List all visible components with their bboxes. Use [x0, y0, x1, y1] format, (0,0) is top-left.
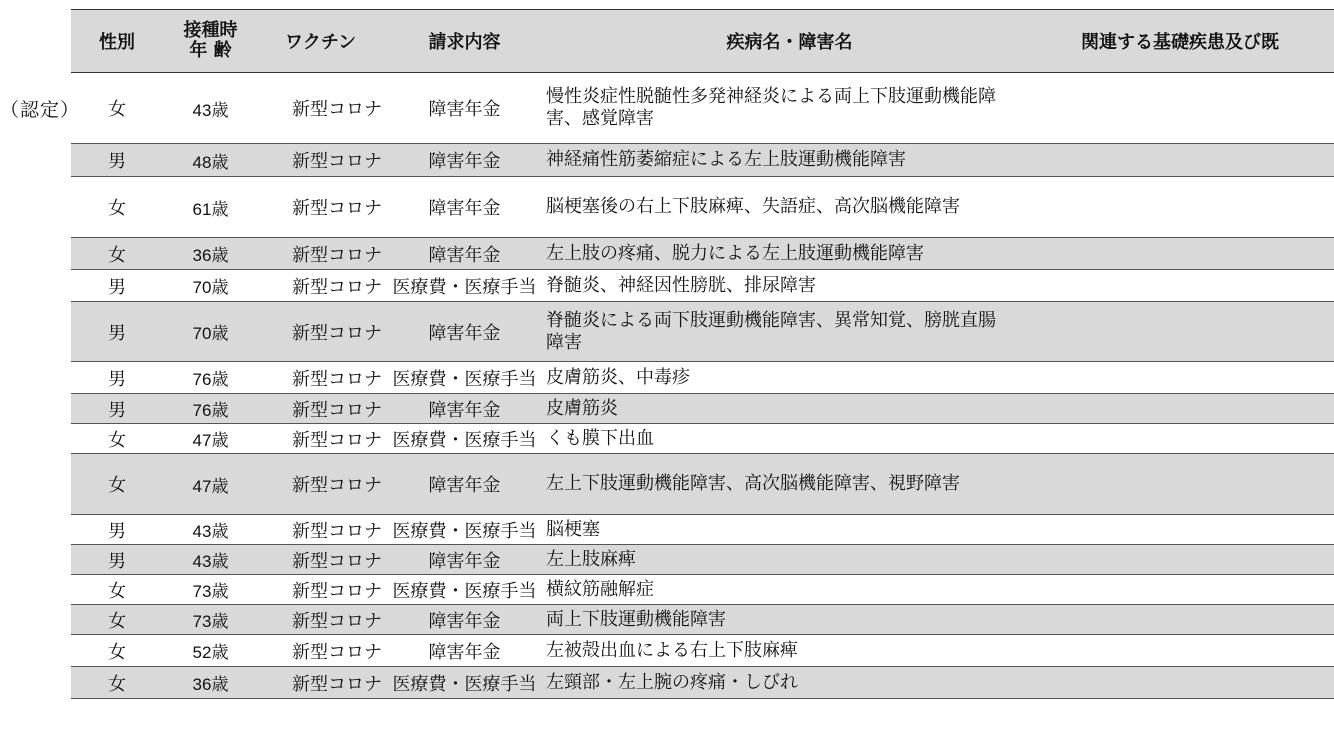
cell-vaccine: 新型コロナ: [258, 394, 383, 424]
cell-claim: 障害年金: [383, 238, 546, 270]
certified-label: （認定）: [0, 99, 81, 121]
cell-sex: 女: [71, 73, 163, 144]
cell-sex: 女: [71, 238, 163, 270]
cell-sex: 男: [71, 302, 163, 362]
cell-related-conditions: [1033, 302, 1334, 362]
cell-disease: [546, 302, 1033, 362]
table-row: [71, 362, 1334, 394]
header-age-line1: 接種時: [183, 20, 238, 41]
cell-claim: 障害年金: [383, 394, 546, 424]
cell-related-conditions: [1033, 545, 1334, 575]
cell-disease: [546, 270, 1033, 302]
cell-age: 52歳: [163, 635, 258, 667]
table-body: [71, 73, 1334, 699]
cell-sex: 女: [71, 667, 163, 699]
cell-age: 43歳: [163, 515, 258, 545]
cell-related-conditions: [1033, 394, 1334, 424]
cell-claim: 障害年金: [383, 177, 546, 238]
cell-vaccine: 新型コロナ: [258, 177, 383, 238]
disease-text: 左被殻出血による右上下肢麻痺: [546, 639, 798, 661]
cell-disease: [546, 144, 1033, 177]
cell-age: 76歳: [163, 362, 258, 394]
cell-age: 70歳: [163, 270, 258, 302]
cell-age: 36歳: [163, 238, 258, 270]
header-sex: 性別: [71, 10, 163, 73]
cell-disease: [546, 667, 1033, 699]
disease-text: 左上下肢運動機能障害、高次脳機能障害、視野障害: [546, 473, 960, 494]
disease-text: 左上肢麻痺: [546, 548, 636, 570]
cell-related-conditions: [1033, 73, 1334, 144]
cell-sex: 女: [71, 424, 163, 454]
disease-text: 皮膚筋炎: [546, 397, 618, 419]
disease-text: くも膜下出血: [546, 427, 654, 449]
table-header: [71, 10, 1334, 73]
cell-claim: 障害年金: [383, 144, 546, 177]
cell-claim: 医療費・医療手当: [383, 270, 546, 302]
table-row: [71, 575, 1334, 605]
header-age-line2: 年 齢: [189, 40, 232, 61]
cell-claim: 医療費・医療手当: [383, 515, 546, 545]
cell-vaccine: 新型コロナ: [258, 575, 383, 605]
header-row: [71, 10, 1334, 73]
cell-disease: [546, 545, 1033, 575]
cell-sex: 女: [71, 635, 163, 667]
cell-sex: 女: [71, 575, 163, 605]
cell-related-conditions: [1033, 575, 1334, 605]
disease-text: 脳梗塞: [546, 518, 600, 540]
cell-disease: [546, 635, 1033, 667]
cell-disease: [546, 454, 1033, 515]
cell-disease: [546, 605, 1033, 635]
cell-related-conditions: [1033, 667, 1334, 699]
cell-related-conditions: [1033, 515, 1334, 545]
table-row: [71, 302, 1334, 362]
cell-sex: 男: [71, 394, 163, 424]
table-row: [71, 454, 1334, 515]
cell-related-conditions: [1033, 144, 1334, 177]
cell-age: 73歳: [163, 575, 258, 605]
disease-text: 横紋筋融解症: [546, 578, 654, 600]
cell-sex: 男: [71, 362, 163, 394]
table-row: [71, 605, 1334, 635]
cell-disease: [546, 424, 1033, 454]
disease-text: 両上下肢運動機能障害: [546, 608, 726, 630]
table-row: [71, 667, 1334, 699]
cell-vaccine: 新型コロナ: [258, 362, 383, 394]
disease-text: 神経痛性筋萎縮症による左上肢運動機能障害: [546, 149, 906, 170]
cell-vaccine: 新型コロナ: [258, 238, 383, 270]
table-row: [71, 635, 1334, 667]
cell-vaccine: 新型コロナ: [258, 73, 383, 144]
cell-claim: 医療費・医療手当: [383, 362, 546, 394]
table-row: [71, 238, 1334, 270]
header-disease: 疾病名・障害名: [546, 10, 1033, 73]
cell-sex: 女: [71, 454, 163, 515]
cell-related-conditions: [1033, 270, 1334, 302]
cell-related-conditions: [1033, 635, 1334, 667]
disease-text: 脊髄炎による両下肢運動機能障害、異常知覚、膀胱直腸障害: [546, 309, 996, 353]
cell-claim: 障害年金: [383, 302, 546, 362]
cell-claim: 障害年金: [383, 73, 546, 144]
cell-disease: [546, 362, 1033, 394]
cell-vaccine: 新型コロナ: [258, 454, 383, 515]
table-row: [71, 177, 1334, 238]
cell-disease: [546, 394, 1033, 424]
disease-text: 皮膚筋炎、中毒疹: [546, 366, 690, 388]
disease-text: 慢性炎症性脱髄性多発神経炎による両上下肢運動機能障害、感覚障害: [546, 86, 996, 129]
cell-claim: 障害年金: [383, 635, 546, 667]
table-row: [71, 545, 1334, 575]
cell-vaccine: 新型コロナ: [258, 302, 383, 362]
table-row: [71, 394, 1334, 424]
cell-claim: 医療費・医療手当: [383, 424, 546, 454]
header-related-conditions: 関連する基礎疾患及び既: [1033, 10, 1334, 73]
cell-claim: 障害年金: [383, 545, 546, 575]
disease-text: 左上肢の疼痛、脱力による左上肢運動機能障害: [546, 242, 924, 264]
table-row: [71, 144, 1334, 177]
cell-vaccine: 新型コロナ: [258, 270, 383, 302]
cell-related-conditions: [1033, 177, 1334, 238]
header-vaccine: ワクチン: [258, 10, 383, 73]
cell-claim: 障害年金: [383, 605, 546, 635]
table-row: [71, 73, 1334, 144]
cell-vaccine: 新型コロナ: [258, 635, 383, 667]
disease-text: 左頸部・左上腕の疼痛・しびれ: [546, 671, 798, 693]
cell-age: 73歳: [163, 605, 258, 635]
disease-text: 脳梗塞後の右上下肢麻痺、失語症、高次脳機能障害: [546, 196, 960, 217]
cell-disease: [546, 575, 1033, 605]
cell-claim: 医療費・医療手当: [383, 667, 546, 699]
cell-related-conditions: [1033, 362, 1334, 394]
cell-age: 43歳: [163, 545, 258, 575]
cell-age: 76歳: [163, 394, 258, 424]
cell-vaccine: 新型コロナ: [258, 144, 383, 177]
cell-disease: [546, 238, 1033, 270]
relief-decision-table: [71, 9, 1334, 699]
cell-sex: 男: [71, 144, 163, 177]
cell-sex: 男: [71, 545, 163, 575]
table-row: [71, 270, 1334, 302]
cell-vaccine: 新型コロナ: [258, 605, 383, 635]
cell-sex: 女: [71, 605, 163, 635]
cell-vaccine: 新型コロナ: [258, 545, 383, 575]
cell-vaccine: 新型コロナ: [258, 667, 383, 699]
cell-age: 61歳: [163, 177, 258, 238]
disease-text: 脊髄炎、神経因性膀胱、排尿障害: [546, 274, 816, 296]
cell-sex: 女: [71, 177, 163, 238]
cell-sex: 男: [71, 270, 163, 302]
cell-vaccine: 新型コロナ: [258, 515, 383, 545]
cell-related-conditions: [1033, 238, 1334, 270]
cell-age: 70歳: [163, 302, 258, 362]
cell-vaccine: 新型コロナ: [258, 424, 383, 454]
cell-age: 47歳: [163, 424, 258, 454]
cell-claim: 障害年金: [383, 454, 546, 515]
header-claim: 請求内容: [383, 10, 546, 73]
cell-age: 36歳: [163, 667, 258, 699]
cell-related-conditions: [1033, 605, 1334, 635]
cell-disease: [546, 515, 1033, 545]
cell-disease: [546, 177, 1033, 238]
table-row: [71, 424, 1334, 454]
cell-claim: 医療費・医療手当: [383, 575, 546, 605]
cell-age: 47歳: [163, 454, 258, 515]
cell-sex: 男: [71, 515, 163, 545]
cell-age: 48歳: [163, 144, 258, 177]
cell-age: 43歳: [163, 73, 258, 144]
cell-related-conditions: [1033, 454, 1334, 515]
table-row: [71, 515, 1334, 545]
header-age: [163, 10, 258, 73]
cell-disease: [546, 73, 1033, 144]
cell-related-conditions: [1033, 424, 1334, 454]
